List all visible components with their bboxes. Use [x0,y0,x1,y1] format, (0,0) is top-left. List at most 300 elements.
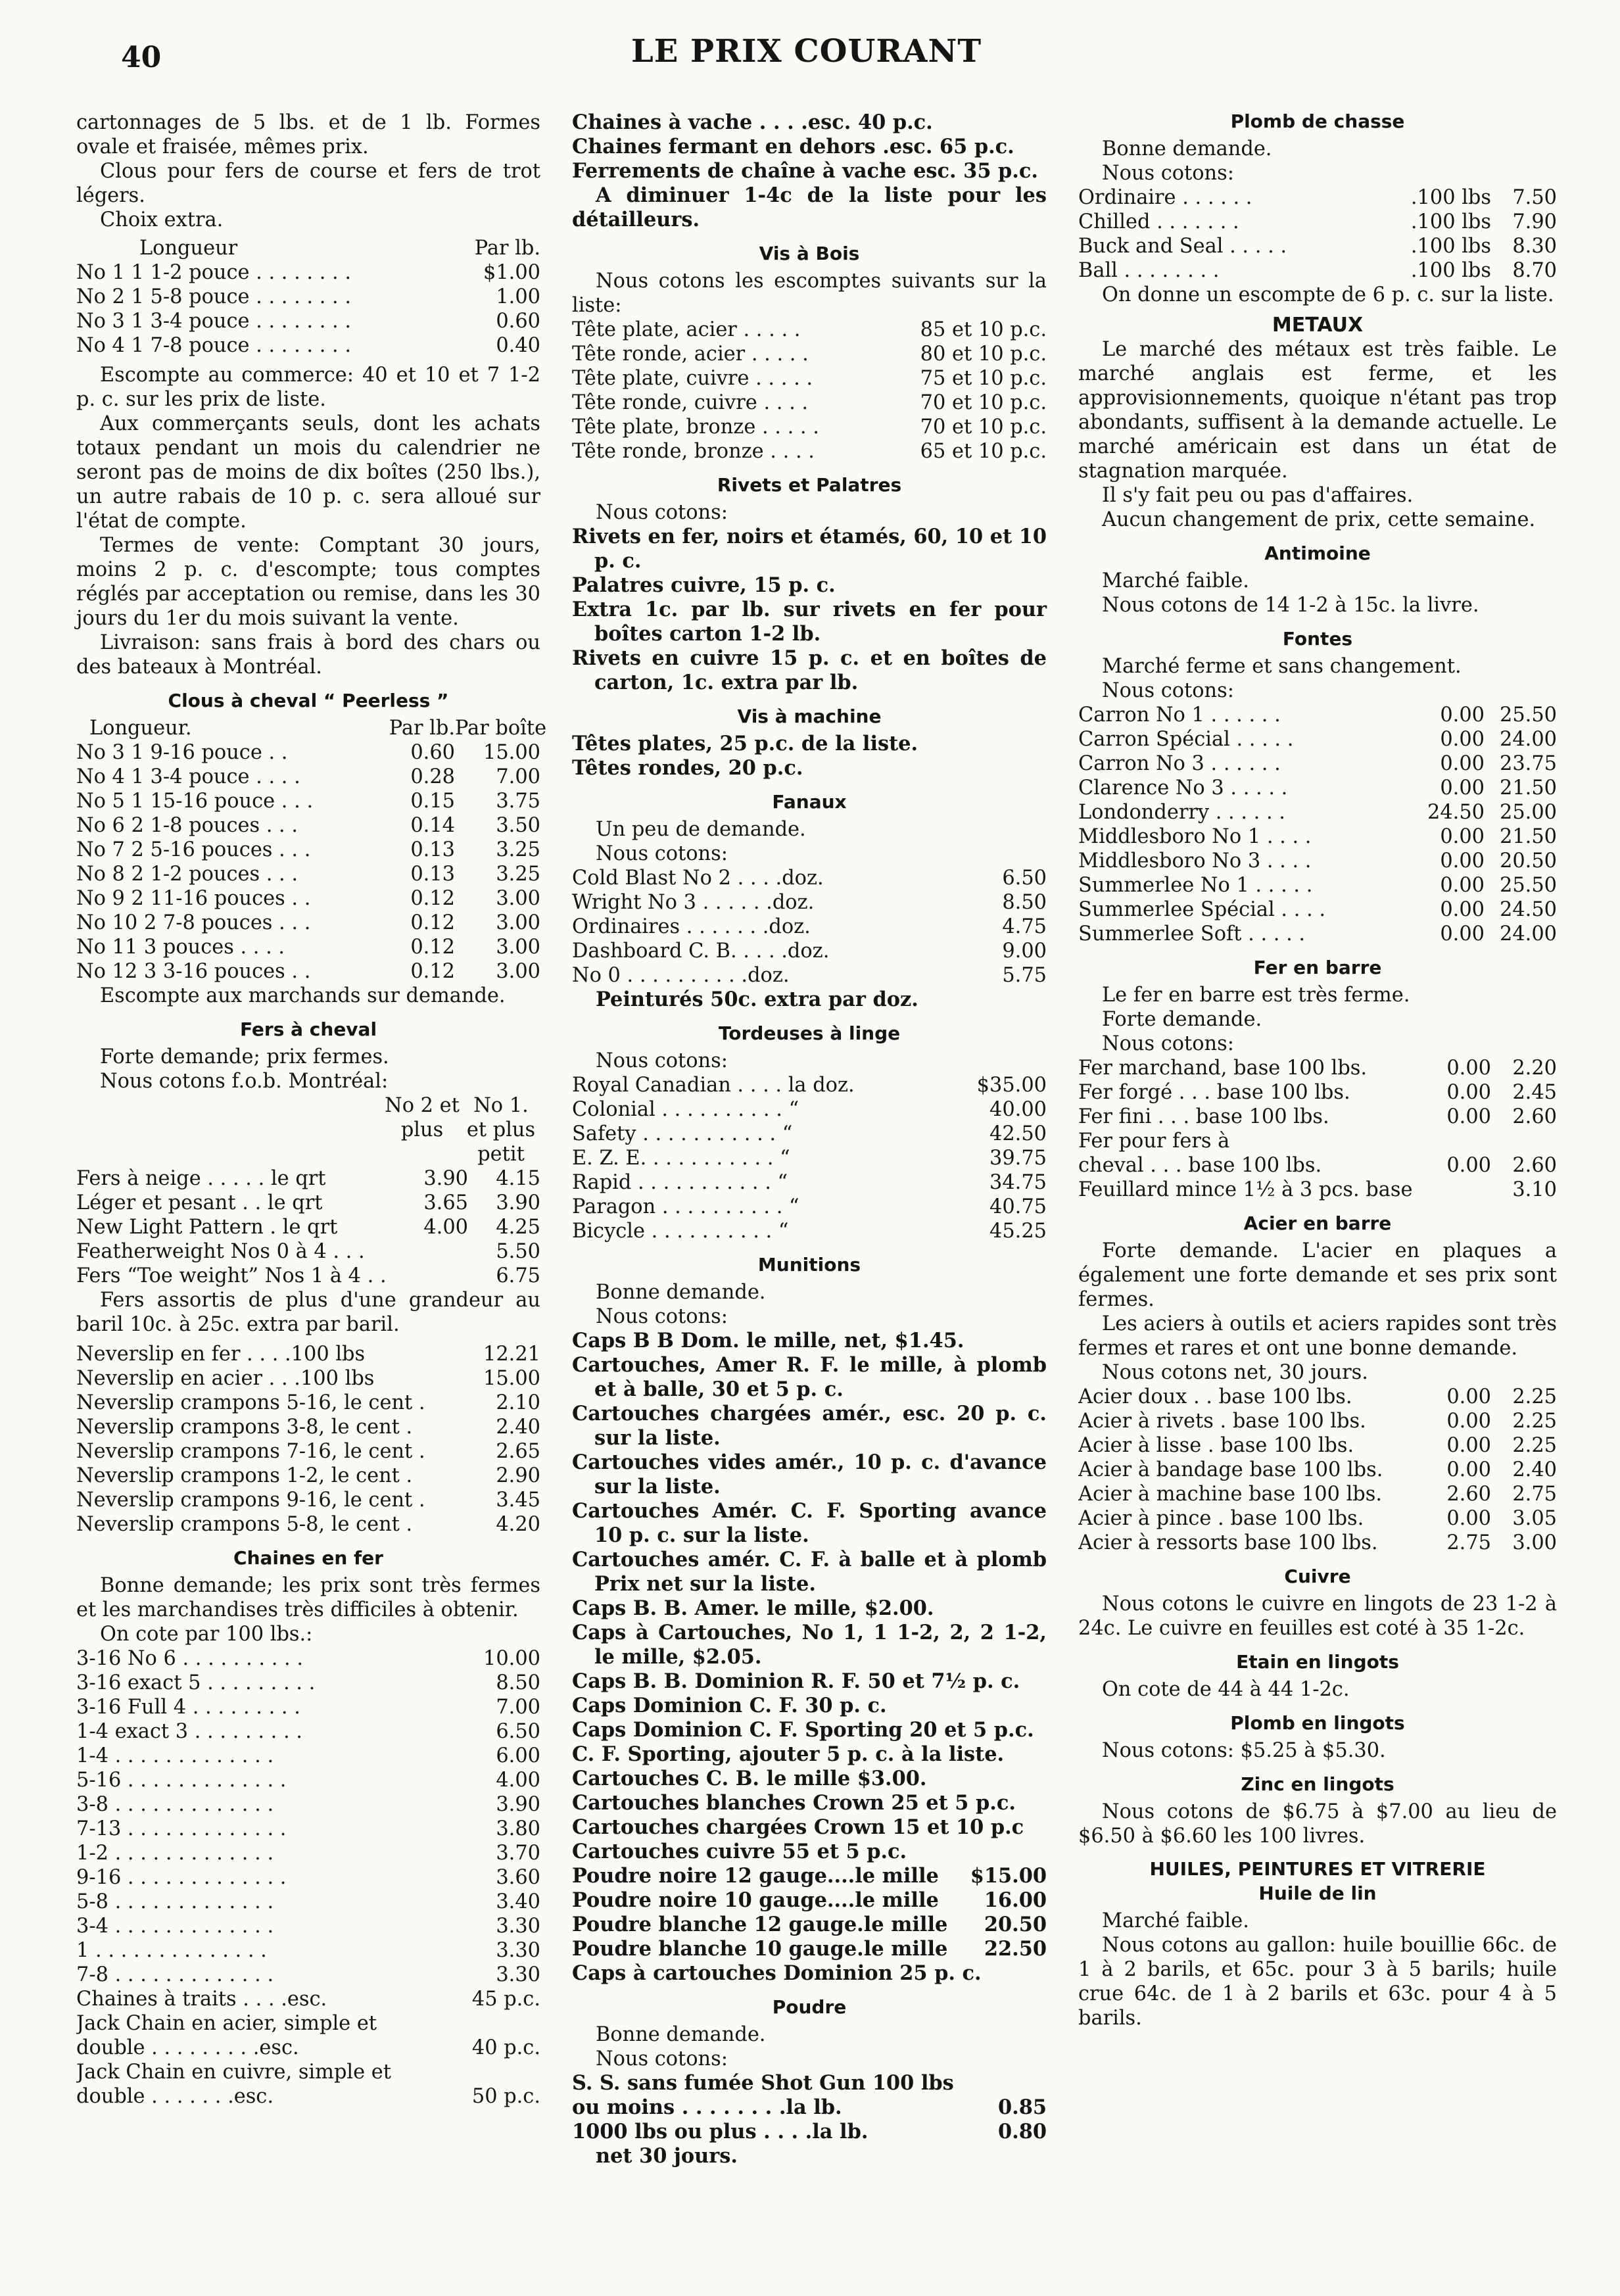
item-label: Poudre blanche 10 gauge.le mille [572,1937,948,1961]
table-row [1078,1506,1557,1531]
table-row [76,1671,540,1695]
table-row [76,1841,540,1865]
item-label: Neverslip crampons 7-16, le cent . [76,1440,425,1463]
item-value: 0.00 [1446,1057,1491,1080]
section-heading: Rivets et Palatres [717,474,902,496]
paragraph: Bonne demande. [1102,137,1272,160]
item-value: 40 p.c. [471,2036,540,2059]
table-row [76,1264,540,1288]
section-heading: Acier en barre [1243,1212,1392,1234]
table-row [572,439,1047,464]
table-row [572,318,1047,342]
paragraph: Nous cotons: [596,2047,728,2070]
paragraph: Nous cotons: [596,842,728,865]
item-value: 0.00 [1446,1410,1491,1433]
item-value: 0.00 [1446,1507,1491,1530]
item-value: 3.10 [1512,1178,1557,1201]
table-row [1078,776,1557,800]
table-row [1078,1056,1557,1080]
item-label: Feuillard mince 1½ à 3 pcs. base [1078,1178,1413,1201]
section-heading: Etain en lingots [1236,1651,1399,1673]
item-label: Fer pour fers à [1078,1130,1230,1153]
paragraph: Le marché des métaux est très faible. Le marché anglais est ferme, et les approvisionnements, quoique n'étant pas trop abondants, suffisent à la demande actuelle. Le marché américain est dans un état de stagnation marquée. [1078,338,1557,483]
item-value: 25.50 [1499,704,1557,727]
item-value: 22.50 [984,1937,1047,1961]
table-row [572,415,1047,439]
paragraph: Nous cotons au gallon: huile bouillie 66c. de 1 à 2 barils, et 65c. pour 3 à 5 barils; huile crue 64c. de 1 à 2 barils et 63c. pour 4 à 5 barils. [1078,1934,1557,2030]
item-label: 3-4 . . . . . . . . . . . . . [76,1915,274,1938]
table-row [76,1768,540,1792]
item-value: 4.15 [496,1167,540,1190]
price-table [572,866,1047,988]
list-item: Caps à Cartouches, No 1, 1 1-2, 2, 2 1-2, le mille, $2.05. [572,1621,1047,1669]
paragraph: Un peu de demande. [596,818,806,841]
item-label: 5-8 . . . . . . . . . . . . . [76,1890,274,1913]
item-value: 3.40 [496,1890,540,1913]
table-row [76,1439,540,1464]
paragraph: Rivets en fer, noirs et étamés, 60, 10 et 10 p. c. [572,525,1047,573]
item-value: 2.60 [1446,1483,1491,1506]
paragraph: Termes de vente: Comptant 30 jours, moins 2 p. c. d'escompte; tous comptes réglés par acceptation ou remise, dans les 30 jours du 1er du mois suivant la vente. [76,534,540,630]
paragraph: Marché faible. [1102,569,1249,592]
item-value: 0.00 [1440,874,1485,897]
item-value: 0.12 [410,911,455,934]
item-value: 3.50 [496,814,540,837]
item-value: 0.00 [1440,922,1485,945]
list-item: Cartouches Amér. C. F. Sporting avance 10 p. c. sur la liste. [572,1499,1047,1547]
table-row [76,838,540,862]
column-header: No 1. et plus petit [466,1094,536,1166]
item-value: 0.00 [1440,704,1485,727]
item-label: 3-8 . . . . . . . . . . . . . [76,1793,274,1816]
table-row [1078,922,1557,946]
price-table [1078,185,1557,283]
table-row [572,1219,1047,1243]
item-label: Acier à rivets . base 100 lbs. [1078,1410,1366,1433]
item-label: Fer marchand, base 100 lbs. [1078,1057,1368,1080]
paragraph: Forte demande. L'acier en plaques a également une forte demande et ses prix sont fermes. [1078,1239,1557,1311]
table-row [76,1646,540,1671]
table-row [76,1963,540,1987]
list-item: Cartouches C. B. le mille $3.00. [572,1767,927,1790]
table-row [1078,825,1557,849]
item-label: No 2 1 5-8 pouce . . . . . . . . [76,285,352,308]
item-value: 7.00 [496,765,540,788]
item-label: Carron No 3 . . . . . . [1078,752,1281,775]
item-label: Fers “Toe weight” Nos 1 à 4 . . [76,1264,387,1287]
item-value: $15.00 [970,1864,1047,1888]
price-table [76,1166,540,1288]
table-row [572,2095,1047,2120]
price-table [1078,1385,1557,1555]
paragraph: Nous cotons les escomptes suivants sur la liste: [572,270,1047,317]
list-item: Caps B. B. Amer. le mille, $2.00. [572,1596,934,1620]
price-table [76,1646,540,1987]
column-left [76,110,547,2109]
table-row [572,1888,1047,1913]
item-value: 3.30 [496,1939,540,1962]
running-title: LE PRIX COURANT [631,33,982,70]
item-value: 2.20 [1512,1057,1557,1080]
table-row [1078,1531,1557,1555]
section-heading: Munitions [757,1254,861,1276]
price-table [1078,1056,1557,1202]
paragraph: Caps à cartouches Dominion 25 p. c. [572,1961,982,1985]
table-row [1078,1178,1557,1202]
item-label: Summerlee Soft . . . . . [1078,922,1306,945]
item-value: 0.12 [410,936,455,959]
item-value: 2.65 [496,1440,540,1463]
table-row [76,1865,540,1890]
list-item: Cartouches amér. C. F. à balle et à plomb Prix net sur la liste. [572,1548,1047,1596]
table-row [1078,849,1557,873]
item-value: 4.00 [423,1216,468,1239]
item-value: 45 p.c. [471,1988,540,2011]
item-value: .100 lbs [1410,186,1491,209]
item-label: No 10 2 7-8 pouces . . . [76,911,311,934]
table-row [76,260,540,285]
list-item: Chaines fermant en dehors .esc. 65 p.c. [572,135,1014,158]
table-row [76,1464,540,1488]
paragraph: Têtes rondes, 20 p.c. [572,756,803,780]
item-value: 10.00 [483,1647,540,1670]
item-value: 20.50 [1499,849,1557,873]
item-label: Tête ronde, acier . . . . . [572,343,809,366]
item-value: 3.25 [496,838,540,861]
item-value: 2.25 [1512,1385,1557,1408]
item-value: 85 et 10 p.c. [920,318,1047,341]
item-value: 3.65 [423,1191,468,1214]
list-item: Cartouches, Amer R. F. le mille, à plomb et à balle, 30 et 5 p. c. [572,1353,1047,1401]
item-value: 6.00 [496,1744,540,1767]
item-value: 65 et 10 p.c. [920,440,1047,463]
paragraph: Peinturés 50c. extra par doz. [596,988,918,1011]
item-value: 0.14 [410,814,455,837]
paragraph: Nous cotons: [596,1305,728,1328]
item-label: Cold Blast No 2 . . . .doz. [572,867,824,890]
item-value: 3.90 [423,1167,468,1190]
item-value: 2.25 [1512,1410,1557,1433]
table-row [76,789,540,813]
item-value: $1.00 [483,261,540,284]
paragraph: Marché faible. [1102,1909,1249,1932]
item-label: Bicycle . . . . . . . . . . “ [572,1220,789,1243]
table-row [1078,752,1557,776]
table-row [76,1744,540,1768]
item-label: Tête plate, acier . . . . . [572,318,801,341]
item-label: Acier à pince . base 100 lbs. [1078,1507,1364,1530]
item-value: .100 lbs [1410,259,1491,282]
item-label: Paragon . . . . . . . . . . “ [572,1195,799,1218]
item-value: 0.12 [410,887,455,910]
item-value: 1.00 [496,285,540,308]
item-value: 0.13 [410,838,455,861]
item-value: 0.00 [1440,777,1485,800]
item-value: 3.90 [496,1793,540,1816]
column-right [1078,110,1557,2030]
item-value: 0.80 [997,2120,1047,2143]
table-row [1078,703,1557,727]
item-label: No 5 1 15-16 pouce . . . [76,790,314,813]
table-row [1078,1433,1557,1458]
price-table [572,1073,1047,1243]
item-label: 3-16 exact 5 . . . . . . . . . [76,1671,316,1694]
list-item: C. F. Sporting, ajouter 5 p. c. à la liste. [572,1742,1005,1766]
table-row [572,890,1047,915]
item-label: Acier à lisse . base 100 lbs. [1078,1434,1354,1457]
item-label: Neverslip crampons 9-16, le cent . [76,1489,425,1512]
item-value: 3.70 [496,1842,540,1865]
item-label: No 7 2 5-16 pouces . . . [76,838,311,861]
item-label: Fer fini . . . base 100 lbs. [1078,1105,1329,1128]
item-value: 0.60 [410,741,455,764]
section-heading: Vis à Bois [759,243,860,264]
table-row [1078,185,1557,210]
item-label: Wright No 3 . . . . . .doz. [572,891,815,914]
table-row [76,862,540,886]
item-label: Ball . . . . . . . . [1078,259,1220,282]
table-row [572,391,1047,415]
table-row [76,740,540,765]
item-value: 15.00 [483,741,540,764]
item-value: 70 et 10 p.c. [920,391,1047,414]
item-value: 3.00 [496,936,540,959]
item-value: 70 et 10 p.c. [920,416,1047,439]
table-row [572,1122,1047,1146]
paragraph: Nous cotons de $6.75 à $7.00 au lieu de $6.50 à $6.60 les 100 livres. [1078,1800,1557,1848]
table-row [572,1170,1047,1195]
table-header [76,236,540,260]
item-label: Poudre blanche 12 gauge.le mille [572,1913,948,1936]
table-row [76,1415,540,1439]
item-value: 3.60 [496,1866,540,1889]
section-heading: Antimoine [1264,542,1371,564]
price-table [1078,703,1557,946]
paragraph: Nous cotons: [1102,1032,1234,1055]
item-value: 21.50 [1499,777,1557,800]
item-label: Buck and Seal . . . . . [1078,235,1287,258]
section-heading: Plomb de chasse [1230,110,1405,132]
item-value: 0.00 [1446,1154,1491,1177]
item-value: 24.50 [1499,898,1557,921]
table-row [76,2084,540,2109]
item-value: 40.00 [989,1098,1047,1121]
item-value: 40.75 [989,1195,1047,1218]
item-value: 8.70 [1512,259,1557,282]
item-value: 0.00 [1440,728,1485,751]
item-label: cheval . . . base 100 lbs. [1078,1154,1322,1177]
table-row [76,1938,540,1963]
item-label: Acier à bandage base 100 lbs. [1078,1458,1383,1481]
item-value: 23.75 [1499,752,1557,775]
table-row [76,911,540,935]
item-label: Carron Spécial . . . . . [1078,728,1294,751]
item-label: No 3 1 9-16 pouce . . [76,741,288,764]
item-label: ou moins . . . . . . . .la lb. [572,2095,842,2119]
table-row [1078,234,1557,258]
list-item: Ferrements de chaîne à vache esc. 35 p.c. [572,159,1038,183]
table-row [1078,1409,1557,1433]
item-label: Jack Chain en cuivre, simple et [76,2061,391,2084]
list-item: Cartouches vides amér., 10 p. c. d'avance sur la liste. [572,1450,1047,1498]
item-value: 3.00 [1512,1531,1557,1554]
item-value: 6.75 [496,1264,540,1287]
paragraph: Les aciers à outils et aciers rapides sont très fermes et rares et ont une bonne demande. [1078,1312,1557,1360]
paragraph: Nous cotons f.o.b. Montréal: [100,1070,389,1093]
item-label: Acier à ressorts base 100 lbs. [1078,1531,1378,1554]
item-value: 8.50 [496,1671,540,1694]
table-row [76,333,540,358]
table-header [76,1093,540,1166]
item-value: 4.00 [496,1769,540,1792]
paragraph: Le fer en barre est très ferme. [1102,984,1410,1007]
table-row [572,366,1047,391]
list-item: Caps B. B. Dominion R. F. 50 et 7½ p. c. [572,1669,1020,1693]
column-header: Par boîte [455,717,547,740]
table-header [76,716,547,740]
section-heading: Poudre [772,1996,847,2018]
paragraph: Forte demande; prix fermes. [100,1045,389,1068]
item-value: 0.00 [1440,825,1485,848]
item-value: 0.00 [1440,849,1485,873]
table-row [1078,1105,1557,1129]
section-heading: Tordeuses à linge [718,1022,901,1044]
item-value: .100 lbs [1410,235,1491,258]
item-label: Clarence No 3 . . . . . [1078,777,1288,800]
section-heading: Fer en barre [1253,957,1382,978]
item-value: 3.25 [496,863,540,886]
item-label: Middlesboro No 3 . . . . [1078,849,1312,873]
item-label: Chilled . . . . . . . [1078,210,1239,233]
table-row [572,1913,1047,1937]
paragraph: Aux commerçants seuls, dont les achats totaux pendant un mois du calendrier ne seront pas de moins de dix boîtes (250 lbs.), un autre rabais de 10 p. c. sera alloué sur l'état de compte. [76,412,540,533]
item-label: Londonderry . . . . . . [1078,801,1285,824]
paragraph: Nous cotons: [1102,162,1234,185]
table-row [1078,258,1557,283]
item-value: 24.50 [1427,801,1485,824]
item-label: Acier à machine base 100 lbs. [1078,1483,1383,1506]
paragraph: Nous cotons: [596,1049,728,1072]
item-label: No 8 2 1-2 pouces . . . [76,863,298,886]
item-label: Dashboard C. B. . . . .doz. [572,940,830,963]
list-item: Cartouches cuivre 55 et 5 p.c. [572,1840,907,1863]
paragraph: Bonne demande. [596,2023,766,2046]
table-row [76,1366,540,1391]
paragraph: Il s'y fait peu ou pas d'affaires. [1102,484,1414,507]
item-value: 16.00 [984,1888,1047,1912]
item-label: No 4 1 7-8 pouce . . . . . . . . [76,334,352,357]
item-value: $35.00 [976,1074,1047,1097]
item-label: Poudre noire 10 gauge....le mille [572,1888,939,1912]
item-value: 0.00 [1446,1081,1491,1104]
item-label: Neverslip crampons 5-8, le cent . [76,1513,413,1536]
item-label: Chaines à traits . . . .esc. [76,1988,327,2011]
item-value: 0.00 [1446,1458,1491,1481]
item-label: Rapid . . . . . . . . . . . “ [572,1171,788,1194]
item-label: 1-4 exact 3 . . . . . . . . . [76,1720,302,1743]
table-row [1078,1153,1557,1178]
item-value: 3.00 [496,887,540,910]
item-value: 2.40 [496,1416,540,1439]
item-value: .100 lbs [1410,210,1491,233]
item-label: No 1 1 1-2 pouce . . . . . . . . [76,261,352,284]
table-row [572,2120,1047,2144]
table-row [76,1191,540,1215]
item-value: 2.60 [1512,1105,1557,1128]
item-value: 0.00 [1446,1105,1491,1128]
item-value: 50 p.c. [471,2085,540,2108]
table-row [572,1195,1047,1219]
item-value: 42.50 [989,1122,1047,1145]
item-label: double . . . . . . . . .esc. [76,2036,299,2059]
item-value: 2.25 [1512,1434,1557,1457]
item-label: Neverslip en fer . . . .100 lbs [76,1343,366,1366]
section-heading: METAUX [1272,314,1364,337]
price-table [572,2071,1047,2144]
paragraph: net 30 jours. [596,2144,738,2168]
paragraph: A diminuer 1-4c de la liste pour les détailleurs. [572,183,1047,231]
item-label: No 6 2 1-8 pouces . . . [76,814,298,837]
item-value: 0.00 [1446,1434,1491,1457]
item-label: Tête plate, bronze . . . . . [572,416,819,439]
item-label: Neverslip en acier . . .100 lbs [76,1367,375,1390]
item-label: Fer forgé . . . base 100 lbs. [1078,1081,1350,1104]
table-row [572,915,1047,939]
list-item: Caps Dominion C. F. 30 p. c. [572,1694,887,1717]
column-header: Par lb. [389,717,455,740]
item-value: 0.28 [410,765,455,788]
intro-paragraph: Choix extra. [100,208,224,231]
table-row [76,1391,540,1415]
table-row [76,959,540,984]
table-row [1078,1129,1557,1153]
item-value: 0.15 [410,790,455,813]
table-row [572,1146,1047,1170]
section-heading: Vis à machine [737,706,882,727]
intro-paragraph: Clous pour fers de course et fers de trot légers. [76,160,540,207]
column-header: Longueur [139,237,238,260]
item-label: No 11 3 pouces . . . . [76,936,285,959]
item-value: 3.45 [496,1489,540,1512]
item-label: No 0 . . . . . . . . . .doz. [572,964,790,987]
item-label: Ordinaire . . . . . . [1078,186,1252,209]
item-value: 3.75 [496,790,540,813]
paragraph: Palatres cuivre, 15 p. c. [572,573,836,597]
item-label: Neverslip crampons 1-2, le cent . [76,1464,413,1487]
item-value: 7.90 [1512,210,1557,233]
table-row [76,1512,540,1537]
paragraph: Escompte au commerce: 40 et 10 et 7 1-2 p. c. sur les prix de liste. [76,364,540,411]
column-middle [572,110,1047,2168]
item-value: 3.80 [496,1817,540,1840]
table-row [1078,873,1557,897]
item-value: 0.00 [1446,1385,1491,1408]
table-row [76,1792,540,1817]
item-value: 5.50 [496,1240,540,1263]
section-heading: Fers à cheval [239,1018,377,1040]
item-value: 0.00 [1440,898,1485,921]
list-item: Cartouches blanches Crown 25 et 5 p.c. [572,1791,1016,1815]
paragraph: Nous cotons de 14 1-2 à 15c. la livre. [1102,594,1479,617]
list-item: Caps Dominion C. F. Sporting 20 et 5 p.c. [572,1718,1034,1742]
item-value: 2.60 [1512,1154,1557,1177]
item-label: E. Z. E. . . . . . . . . . . “ [572,1147,790,1170]
item-label: Featherweight Nos 0 à 4 . . . [76,1240,365,1263]
table-row [76,2060,540,2084]
table-row [76,1987,540,2011]
paragraph: Nous cotons: [1102,679,1234,702]
item-value: 7.50 [1512,186,1557,209]
